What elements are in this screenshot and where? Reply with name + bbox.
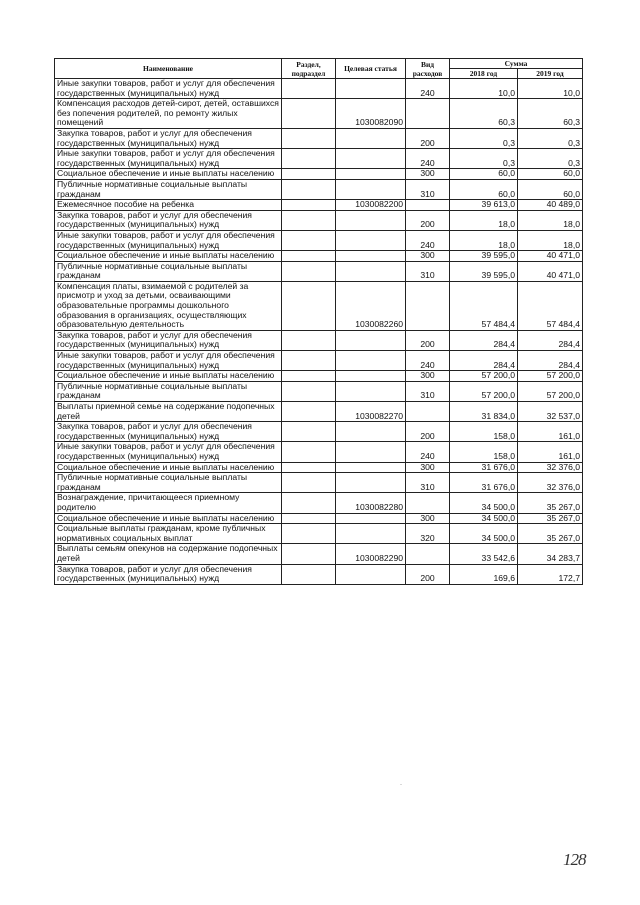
cell-target (336, 79, 406, 99)
cell-2018: 60,0 (450, 169, 518, 180)
cell-target (336, 462, 406, 473)
cell-name: Закупка товаров, работ и услуг для обеспечения государственных (муниципальных) нужд (55, 564, 282, 584)
cell-target (336, 179, 406, 199)
cell-2018: 10,0 (450, 79, 518, 99)
cell-name: Ежемесячное пособие на ребенка (55, 200, 282, 211)
table-row (55, 442, 583, 462)
table-row (55, 99, 583, 129)
cell-name: Иные закупки товаров, работ и услуг для обеспечения государственных (муниципальных) нужд (55, 230, 282, 250)
cell-name: Закупка товаров, работ и услуг для обеспечения государственных (муниципальных) нужд (55, 330, 282, 350)
header-2019: 2019 год (518, 69, 583, 79)
cell-type: 200 (406, 564, 450, 584)
cell-2018: 284,4 (450, 351, 518, 371)
cell-type: 240 (406, 230, 450, 250)
table-row (55, 200, 583, 211)
table-row (55, 513, 583, 524)
cell-section (282, 99, 336, 129)
cell-target (336, 251, 406, 262)
cell-name: Компенсация расходов детей-сирот, детей, оставшихся без попечения родителей, по ремонту жилых помещений (55, 99, 282, 129)
cell-type (406, 493, 450, 513)
cell-target (336, 381, 406, 401)
table-row (55, 210, 583, 230)
cell-2018: 284,4 (450, 330, 518, 350)
cell-target (336, 230, 406, 250)
cell-type (406, 99, 450, 129)
cell-name: Социальные выплаты гражданам, кроме публичных нормативных социальных выплат (55, 524, 282, 544)
cell-2018: 33 542,6 (450, 544, 518, 564)
cell-2018: 39 595,0 (450, 261, 518, 281)
table-row (55, 128, 583, 148)
cell-type (406, 402, 450, 422)
cell-target (336, 149, 406, 169)
cell-section (282, 200, 336, 211)
cell-section (282, 422, 336, 442)
table-row (55, 330, 583, 350)
cell-name: Иные закупки товаров, работ и услуг для обеспечения государственных (муниципальных) нужд (55, 149, 282, 169)
cell-target: 1030082270 (336, 402, 406, 422)
cell-type: 200 (406, 330, 450, 350)
cell-2019: 60,0 (518, 169, 583, 180)
cell-type: 200 (406, 422, 450, 442)
cell-2019: 172,7 (518, 564, 583, 584)
cell-target (336, 513, 406, 524)
table-row (55, 371, 583, 382)
cell-section (282, 524, 336, 544)
cell-section (282, 261, 336, 281)
table-row (55, 179, 583, 199)
cell-name: Социальное обеспечение и иные выплаты населению (55, 371, 282, 382)
table-row (55, 149, 583, 169)
cell-section (282, 210, 336, 230)
cell-2019: 10,0 (518, 79, 583, 99)
header-sum: Сумма (450, 59, 583, 69)
cell-type: 310 (406, 381, 450, 401)
header-target: Целевая статья (336, 59, 406, 79)
cell-2018: 57 200,0 (450, 381, 518, 401)
cell-target (336, 128, 406, 148)
cell-section (282, 462, 336, 473)
cell-2019: 40 471,0 (518, 251, 583, 262)
cell-section (282, 513, 336, 524)
header-2018: 2018 год (450, 69, 518, 79)
cell-target (336, 351, 406, 371)
cell-target: 1030082290 (336, 544, 406, 564)
table-row (55, 351, 583, 371)
cell-name: Социальное обеспечение и иные выплаты населению (55, 251, 282, 262)
pen-mark: · (400, 782, 402, 788)
table-row (55, 381, 583, 401)
cell-name: Закупка товаров, работ и услуг для обеспечения государственных (муниципальных) нужд (55, 422, 282, 442)
table-row (55, 564, 583, 584)
cell-target (336, 524, 406, 544)
cell-section (282, 351, 336, 371)
table-row (55, 79, 583, 99)
cell-2019: 40 489,0 (518, 200, 583, 211)
table-row (55, 524, 583, 544)
cell-section (282, 79, 336, 99)
cell-2019: 284,4 (518, 351, 583, 371)
cell-name: Выплаты семьям опекунов на содержание подопечных детей (55, 544, 282, 564)
cell-target: 1030082090 (336, 99, 406, 129)
cell-2019: 18,0 (518, 210, 583, 230)
cell-2018: 31 676,0 (450, 473, 518, 493)
cell-2018: 158,0 (450, 442, 518, 462)
cell-type (406, 544, 450, 564)
cell-type: 200 (406, 210, 450, 230)
cell-2018: 0,3 (450, 149, 518, 169)
cell-2018: 57 484,4 (450, 281, 518, 330)
cell-type: 300 (406, 462, 450, 473)
header-row (55, 59, 583, 69)
cell-type: 300 (406, 251, 450, 262)
table-row (55, 422, 583, 442)
cell-section (282, 149, 336, 169)
cell-2018: 39 613,0 (450, 200, 518, 211)
cell-name: Выплаты приемной семье на содержание подопечных детей (55, 402, 282, 422)
cell-name: Социальное обеспечение и иные выплаты населению (55, 169, 282, 180)
cell-name: Иные закупки товаров, работ и услуг для обеспечения государственных (муниципальных) нужд (55, 351, 282, 371)
cell-name: Иные закупки товаров, работ и услуг для обеспечения государственных (муниципальных) нужд (55, 442, 282, 462)
cell-section (282, 564, 336, 584)
cell-type: 240 (406, 79, 450, 99)
cell-2018: 57 200,0 (450, 371, 518, 382)
cell-2018: 158,0 (450, 422, 518, 442)
cell-2019: 32 537,0 (518, 402, 583, 422)
cell-section (282, 493, 336, 513)
cell-2019: 161,0 (518, 422, 583, 442)
cell-target (336, 442, 406, 462)
cell-2018: 34 500,0 (450, 513, 518, 524)
cell-section (282, 128, 336, 148)
cell-type: 320 (406, 524, 450, 544)
cell-target (336, 210, 406, 230)
budget-table (54, 58, 583, 585)
cell-name: Компенсация платы, взимаемой с родителей за присмотр и уход за детьми, осваивающими образовательные программы дошкольного образования в организациях, осуществляющих образовательную деятельность (55, 281, 282, 330)
cell-type: 240 (406, 149, 450, 169)
cell-target (336, 169, 406, 180)
cell-type (406, 200, 450, 211)
cell-section (282, 371, 336, 382)
cell-2019: 60,0 (518, 179, 583, 199)
table-row (55, 544, 583, 564)
table-row (55, 462, 583, 473)
cell-type: 200 (406, 128, 450, 148)
cell-section (282, 544, 336, 564)
cell-target (336, 422, 406, 442)
cell-2018: 34 500,0 (450, 524, 518, 544)
table-row (55, 169, 583, 180)
cell-2018: 39 595,0 (450, 251, 518, 262)
page-number: 128 (563, 850, 586, 869)
cell-section (282, 251, 336, 262)
cell-section (282, 169, 336, 180)
cell-2019: 60,3 (518, 99, 583, 129)
header-name: Наименование (55, 59, 282, 79)
cell-section (282, 230, 336, 250)
cell-2019: 161,0 (518, 442, 583, 462)
cell-section (282, 442, 336, 462)
cell-2018: 0,3 (450, 128, 518, 148)
cell-name: Публичные нормативные социальные выплаты гражданам (55, 381, 282, 401)
cell-2019: 32 376,0 (518, 462, 583, 473)
cell-type: 300 (406, 169, 450, 180)
header-type: Вид расходов (406, 59, 450, 79)
cell-2018: 169,6 (450, 564, 518, 584)
cell-type: 300 (406, 371, 450, 382)
cell-2019: 57 484,4 (518, 281, 583, 330)
cell-2018: 60,3 (450, 99, 518, 129)
cell-name: Иные закупки товаров, работ и услуг для обеспечения государственных (муниципальных) нужд (55, 79, 282, 99)
cell-section (282, 402, 336, 422)
cell-name: Публичные нормативные социальные выплаты гражданам (55, 473, 282, 493)
cell-2019: 35 267,0 (518, 493, 583, 513)
cell-type: 240 (406, 442, 450, 462)
cell-target (336, 564, 406, 584)
cell-2018: 18,0 (450, 230, 518, 250)
cell-type: 310 (406, 179, 450, 199)
cell-target (336, 473, 406, 493)
cell-2019: 57 200,0 (518, 371, 583, 382)
table-row (55, 402, 583, 422)
cell-section (282, 179, 336, 199)
cell-2019: 284,4 (518, 330, 583, 350)
cell-name: Вознаграждение, причитающееся приемному родителю (55, 493, 282, 513)
cell-target: 1030082200 (336, 200, 406, 211)
cell-target (336, 371, 406, 382)
header-section: Раздел, подраздел (282, 59, 336, 79)
cell-name: Социальное обеспечение и иные выплаты населению (55, 513, 282, 524)
cell-section (282, 473, 336, 493)
cell-target (336, 261, 406, 281)
cell-2019: 40 471,0 (518, 261, 583, 281)
table-row (55, 493, 583, 513)
cell-2018: 31 834,0 (450, 402, 518, 422)
cell-2019: 35 267,0 (518, 513, 583, 524)
cell-target: 1030082260 (336, 281, 406, 330)
cell-2019: 57 200,0 (518, 381, 583, 401)
cell-target (336, 330, 406, 350)
cell-type: 310 (406, 261, 450, 281)
cell-section (282, 281, 336, 330)
cell-2019: 32 376,0 (518, 473, 583, 493)
table-row (55, 230, 583, 250)
cell-type: 240 (406, 351, 450, 371)
cell-2018: 31 676,0 (450, 462, 518, 473)
cell-2019: 34 283,7 (518, 544, 583, 564)
cell-2018: 34 500,0 (450, 493, 518, 513)
table-row (55, 281, 583, 330)
cell-name: Публичные нормативные социальные выплаты гражданам (55, 179, 282, 199)
cell-2018: 18,0 (450, 210, 518, 230)
cell-type: 310 (406, 473, 450, 493)
table-row (55, 473, 583, 493)
cell-2019: 0,3 (518, 128, 583, 148)
cell-name: Социальное обеспечение и иные выплаты населению (55, 462, 282, 473)
cell-section (282, 330, 336, 350)
cell-2019: 18,0 (518, 230, 583, 250)
table-row (55, 251, 583, 262)
cell-name: Закупка товаров, работ и услуг для обеспечения государственных (муниципальных) нужд (55, 210, 282, 230)
table-row (55, 261, 583, 281)
cell-type (406, 281, 450, 330)
cell-2019: 0,3 (518, 149, 583, 169)
cell-type: 300 (406, 513, 450, 524)
cell-target: 1030082280 (336, 493, 406, 513)
cell-name: Закупка товаров, работ и услуг для обеспечения государственных (муниципальных) нужд (55, 128, 282, 148)
cell-section (282, 381, 336, 401)
cell-name: Публичные нормативные социальные выплаты гражданам (55, 261, 282, 281)
cell-2018: 60,0 (450, 179, 518, 199)
cell-2019: 35 267,0 (518, 524, 583, 544)
